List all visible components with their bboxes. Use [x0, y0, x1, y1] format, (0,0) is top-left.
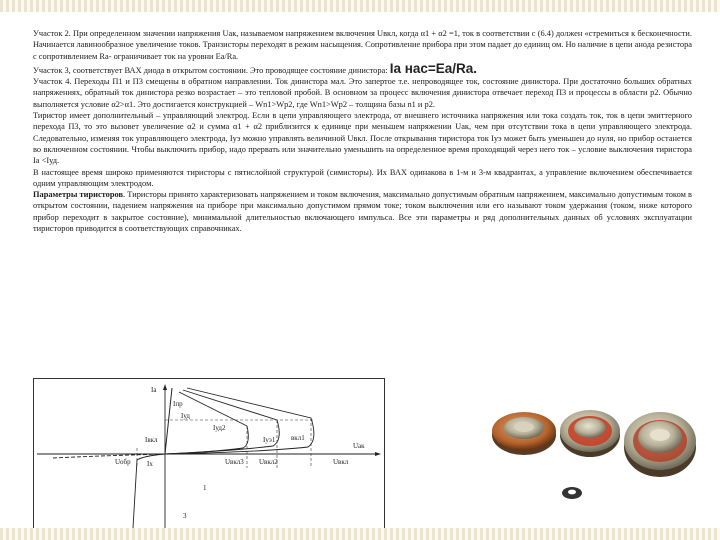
- label-ivk: Iвкл: [145, 436, 158, 444]
- parameters-text: . Тиристоры принято характеризовать напряжением и током включения, максимально допустимым обратным напряжением, максимально допустимым током в открытом состоянии, падением напряжения на приборе при максимально допустимом прямом токе; током выключения или его называют током удержания (током, ниже которого прибор переходит в закрытое состояние), минимальной длительностью включающего импульса. Все эти параметры и ряд дополнительных данных об условиях эксплуатации тиристоров приводится в соответствующих справочниках.: [33, 190, 693, 234]
- graph-frame: [34, 379, 385, 540]
- paragraph-segment-4: Участок 4. Переходы П1 и П3 смещены в обратном направлении. Ток динистора мал. Это запертое т.е. непроводящее ток, состояние динистора. При достаточно больших обратных напряжениях, обратный ток динистора резко возрастает – это тепловой пробой. В основном за процесс включения динистора отвечает переход П3 и процессы в области p2. Обычно выполняется условие α2>α1. Это достигается конструкцией – Wn1>Wp2, где Wn1>Wp2 – толщина базы n1 и p2.: [33, 77, 692, 109]
- paragraph-segment-2: Участок 2. При определенном значении напряжения Uак, называемом напряжением включения Uвкл, когда α1 + α2 =1, ток в соответствии с (6.4) должен «стремиться к бесконечности. Начинается лавинообразное увеличение токов. Транзисторы переходят в режим насыщения. Сопротивление прибора при этом падает до единиц ом. Но наличие в цепи анода резистора с сопротивлением Rа- ограничивает ток на уровни Eа/Rа.: [33, 29, 692, 61]
- formula-ia-sat: Iа нас=Eа/Rа.: [389, 60, 478, 76]
- label-iyd2: Iуд2: [213, 424, 226, 432]
- device-medium: [560, 410, 620, 457]
- label-iyd: Iуд: [181, 412, 190, 420]
- document-body: [33, 28, 692, 234]
- device-small: [492, 412, 556, 455]
- paragraph-segment-3: [33, 60, 692, 76]
- label-uak: Uак: [353, 442, 365, 450]
- paragraph-control-electrode: Тиристор имеет дополнительный – управляющий электрод. Если в цепи управляющего электрода, от внешнего источника напряжения или тока создать ток, ток в цепи эмиттерного перехода П3, то это вызовет увеличение α2 и сумма α1 + α2 приблизится к единице при меньшем напряжении Uак, чем при отсутствии тока в цепи управляющего электрода. Следовательно, изменяя ток управляющего электрода, Iуэ можно управлять величиной Uвкл. После открывания тиристора ток Iуэ может быть уменьшен до нуля, но прибор останется во включенном состоянии. Чтобы выключить прибор, надо прервать или значительно уменьшить на определенное время проходящий через него ток – условие выключения тиристора Iа <Iуд.: [33, 111, 692, 166]
- segment-3-text: Участок 3, соответствует ВАХ диода в открытом состоянии. Это проводящее состояние динистора:: [33, 65, 388, 75]
- label-q1: 1: [203, 484, 207, 492]
- label-uvk: Uвкл: [333, 458, 349, 466]
- label-q3: 3: [183, 512, 187, 520]
- parameters-heading: Параметры тиристоров: [33, 190, 124, 200]
- page-bottom-border: [0, 528, 720, 540]
- thyristor-photo: [488, 395, 698, 515]
- label-vkl: вкл1: [291, 434, 305, 442]
- page-top-border: [0, 0, 720, 12]
- thyristor-iv-graph: [33, 378, 385, 540]
- label-ia: Iа: [151, 386, 157, 394]
- label-ipr: Iпр: [173, 400, 183, 408]
- label-uobr: Uобр: [115, 458, 131, 466]
- iv-curve-figure: [33, 378, 385, 540]
- label-quad: Iуэ1: [263, 436, 276, 444]
- paragraph-symistor: В настоящее время широко применяются тиристоры с пятислойной структурой (симисторы). Их ВАХ одинакова в 1-м и 3-м квадрантах, а управление включением обеспечивается одним управляющим электродом.: [33, 167, 692, 188]
- label-ix: Iх: [147, 460, 153, 468]
- thyristor-devices-image: [488, 395, 698, 515]
- label-u3: Uвкл3: [225, 458, 244, 466]
- paragraph-parameters: [33, 189, 692, 234]
- device-large: [624, 412, 696, 477]
- label-u2: Uвкл2: [259, 458, 278, 466]
- washer: [562, 487, 582, 499]
